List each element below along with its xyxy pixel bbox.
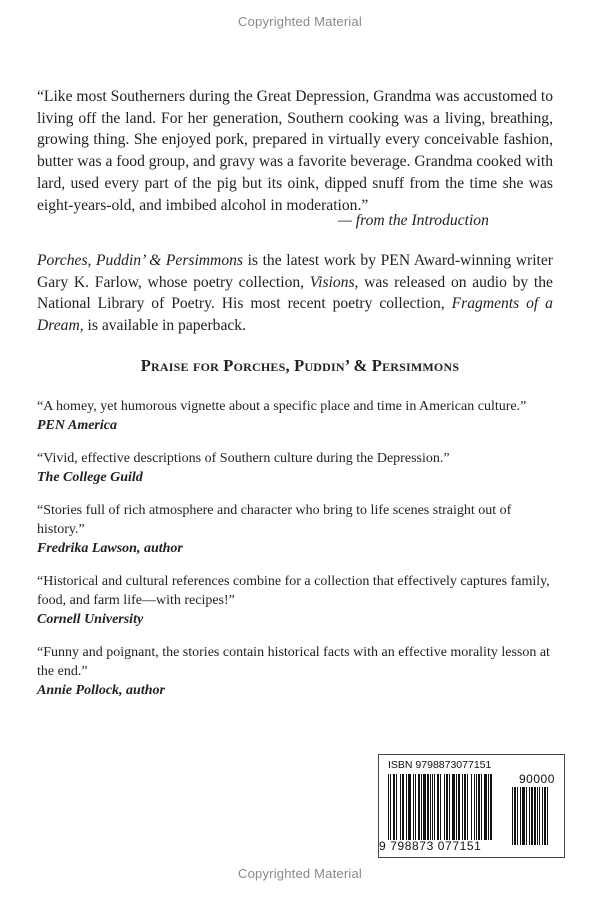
barcode-bar xyxy=(539,787,540,845)
barcode-bar xyxy=(534,787,536,845)
barcode-bar xyxy=(544,787,546,845)
reviews-list xyxy=(37,397,553,714)
barcode-bar xyxy=(430,774,431,840)
barcode-bar xyxy=(478,774,480,840)
intro-attribution: — from the Introduction xyxy=(338,212,489,229)
description-text-3: is available in paperback. xyxy=(83,317,247,335)
isbn-barcode xyxy=(378,754,565,858)
barcode-bar xyxy=(458,774,460,840)
fragments-title: Fragments of a Dream, xyxy=(37,295,553,335)
review-source: Fredrika Lawson, author xyxy=(37,541,183,556)
barcode-bar xyxy=(390,774,391,840)
barcode-bar xyxy=(423,774,426,840)
review-item xyxy=(37,572,553,629)
review-text: “Vivid, effective descriptions of Southern culture during the Depression.” xyxy=(37,451,450,466)
barcode-bar xyxy=(474,774,475,840)
barcode-bar xyxy=(434,774,435,840)
review-source: PEN America xyxy=(37,418,117,433)
barcode-bar xyxy=(440,774,441,840)
barcode-bar xyxy=(449,774,450,840)
review-item xyxy=(37,449,553,487)
review-item xyxy=(37,501,553,558)
barcode-bar xyxy=(547,787,548,845)
review-text: “Funny and poignant, the stories contain historical facts with an effective morality lesson at the end.” xyxy=(37,645,550,679)
barcode-bar xyxy=(396,774,397,840)
barcode-bar xyxy=(529,787,530,845)
barcode-bar xyxy=(471,774,472,840)
barcode-bar xyxy=(537,787,538,845)
barcode-bar xyxy=(421,774,422,840)
review-text: “A homey, yet humorous vignette about a specific place and time in American culture.” xyxy=(37,399,527,414)
barcode-bar xyxy=(393,774,395,840)
barcode-bar xyxy=(542,787,543,845)
barcode-bar xyxy=(408,774,411,840)
barcode-bar xyxy=(514,787,516,845)
barcode-bar xyxy=(490,774,492,840)
review-source: Cornell University xyxy=(37,612,144,627)
barcode-bar xyxy=(517,787,518,845)
barcode-digits: 9 798873 077151 xyxy=(379,839,482,853)
barcode-bar xyxy=(406,774,407,840)
barcode-bar xyxy=(388,774,389,840)
book-title: Porches, Puddin’ & Persimmons xyxy=(37,252,243,269)
visions-title: Visions, xyxy=(309,273,359,291)
review-source: Annie Pollock, author xyxy=(37,683,165,698)
review-source: The College Guild xyxy=(37,470,143,485)
praise-heading: Praise for Porches, Puddin’ & Persimmons xyxy=(140,356,460,375)
book-description xyxy=(37,250,553,337)
barcode-bar xyxy=(402,774,404,840)
barcode-bar xyxy=(520,787,521,845)
barcode-bar xyxy=(467,774,468,840)
barcode-bar xyxy=(437,774,439,840)
barcode-bar xyxy=(444,774,445,840)
barcode-bar xyxy=(413,774,414,840)
barcode-bar xyxy=(456,774,457,840)
price-code: 90000 xyxy=(519,772,555,786)
review-text: “Historical and cultural references combine for a collection that effectively captures family, food, and farm life—with recipes!” xyxy=(37,574,550,608)
barcode-bar xyxy=(484,774,487,840)
barcode-bar xyxy=(488,774,489,840)
review-text: “Stories full of rich atmosphere and character who bring to life scenes straight out of history.” xyxy=(37,503,512,537)
barcode-bars-main xyxy=(388,774,510,840)
barcode-bars-addon xyxy=(512,787,556,845)
barcode-bar xyxy=(464,774,466,840)
description-text-2: was released on audio by the National Library of Poetry. His most recent poetry collection, xyxy=(37,273,553,313)
barcode-bar xyxy=(452,774,455,840)
barcode-bar xyxy=(427,774,429,840)
barcode-bar xyxy=(522,787,525,845)
copyright-watermark-top: Copyrighted Material xyxy=(238,14,362,29)
review-item xyxy=(37,643,553,700)
barcode-bar xyxy=(446,774,448,840)
copyright-watermark-bottom: Copyrighted Material xyxy=(238,866,362,881)
review-item xyxy=(37,397,553,435)
barcode-bar xyxy=(418,774,420,840)
barcode-bar xyxy=(531,787,533,845)
intro-quote: “Like most Southerners during the Great Depression, Grandma was accustomed to living off the land. For her generation, Southern cooking was a living, breathing, growing thing. She enjoyed pork, prepared in virtually every conceivable fashion, butter was a food group, and gravy was a favorite beverage. Grandma cooked with lard, used every part of the pig but its oink, dipped snuff from the time she was eight-years-old, and imbibed alcohol in moderation.” xyxy=(37,88,553,214)
barcode-bar xyxy=(512,787,513,845)
barcode-bar xyxy=(481,774,482,840)
description-text-1: is the latest work by PEN Award-winning writer Gary K. Farlow, whose poetry collection, xyxy=(37,252,553,291)
isbn-label: ISBN 9798873077151 xyxy=(388,759,492,771)
barcode-bar xyxy=(476,774,477,840)
barcode-bar xyxy=(526,787,527,845)
barcode-bar xyxy=(415,774,416,840)
barcode-bar xyxy=(400,774,401,840)
barcode-bar xyxy=(432,774,433,840)
barcode-bar xyxy=(462,774,463,840)
